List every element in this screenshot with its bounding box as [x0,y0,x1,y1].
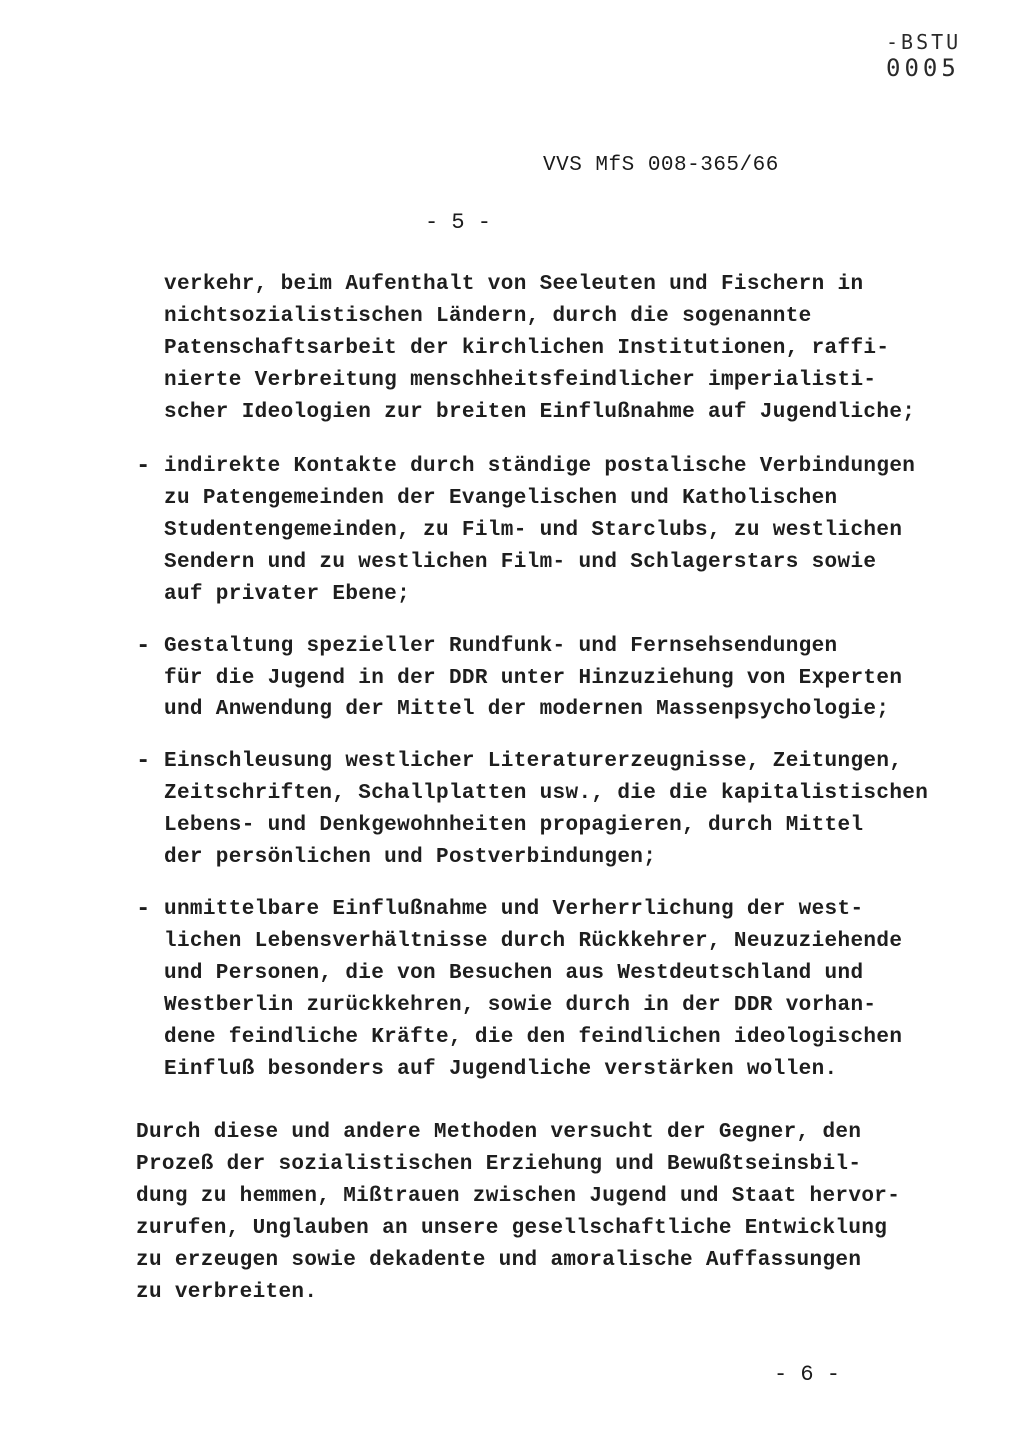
intro-line: nichtsozialistischen Ländern, durch die sogenannte [164,305,812,328]
bullet-line: zu Patengemeinden der Evangelischen und Katholischen [164,487,838,510]
closing-line: Durch diese und andere Methoden versucht der Gegner, den [136,1121,862,1144]
bullet-marker: - [136,453,151,480]
next-page-indicator: - 6 - [774,1362,841,1387]
bullet-marker: - [136,633,151,660]
intro-line: scher Ideologien zur breiten Einflußnahme auf Jugendliche; [164,401,916,424]
archive-stamp-number: 0005 [886,54,960,82]
bullet-line: unmittelbare Einflußnahme und Verherrlichung der west- [164,898,864,921]
page-number: - 5 - [425,210,492,235]
bullet-line: Sendern und zu westlichen Film- und Schlagerstars sowie [164,551,877,574]
bullet-line: Gestaltung spezieller Rundfunk- und Fernsehsendungen [164,635,838,658]
bullet-line: Einschleusung westlicher Literaturerzeugnisse, Zeitungen, [164,750,903,773]
archive-stamp-label: -BSTU [886,30,962,54]
bullet-line: lichen Lebensverhältnisse durch Rückkehrer, Neuzuziehende [164,930,903,953]
document-reference: VVS MfS 008-365/66 [543,154,779,177]
closing-line: zu verbreiten. [136,1281,318,1304]
bullet-line: Lebens- und Denkgewohnheiten propagieren, durch Mittel [164,814,864,837]
intro-line: Patenschaftsarbeit der kirchlichen Institutionen, raffi- [164,337,890,360]
intro-line: nierte Verbreitung menschheitsfeindlicher imperialisti- [164,369,877,392]
bullet-line: der persönlichen und Postverbindungen; [164,846,657,869]
bullet-line: für die Jugend in der DDR unter Hinzuziehung von Experten [164,667,903,690]
bullet-line: und Anwendung der Mittel der modernen Massenpsychologie; [164,698,890,721]
intro-line: verkehr, beim Aufenthalt von Seeleuten und Fischern in [164,273,864,296]
closing-line: Prozeß der sozialistischen Erziehung und Bewußtseinsbil- [136,1153,862,1176]
closing-line: zurufen, Unglauben an unsere gesellschaftliche Entwicklung [136,1217,888,1240]
bullet-line: auf privater Ebene; [164,583,411,606]
bullet-line: dene feindliche Kräfte, die den feindlichen ideologischen [164,1026,903,1049]
bullet-marker: - [136,748,151,775]
closing-line: dung zu hemmen, Mißtrauen zwischen Jugend und Staat hervor- [136,1185,901,1208]
closing-line: zu erzeugen sowie dekadente und amoralische Auffassungen [136,1249,862,1272]
bullet-line: Westberlin zurückkehren, sowie durch in der DDR vorhan- [164,994,877,1017]
bullet-line: Einfluß besonders auf Jugendliche verstärken wollen. [164,1058,838,1081]
bullet-line: Zeitschriften, Schallplatten usw., die die kapitalistischen [164,782,929,805]
bullet-line: indirekte Kontakte durch ständige postalische Verbindungen [164,455,916,478]
bullet-marker: - [136,896,151,923]
bullet-line: Studentengemeinden, zu Film- und Starclubs, zu westlichen [164,519,903,542]
bullet-line: und Personen, die von Besuchen aus Westdeutschland und [164,962,864,985]
